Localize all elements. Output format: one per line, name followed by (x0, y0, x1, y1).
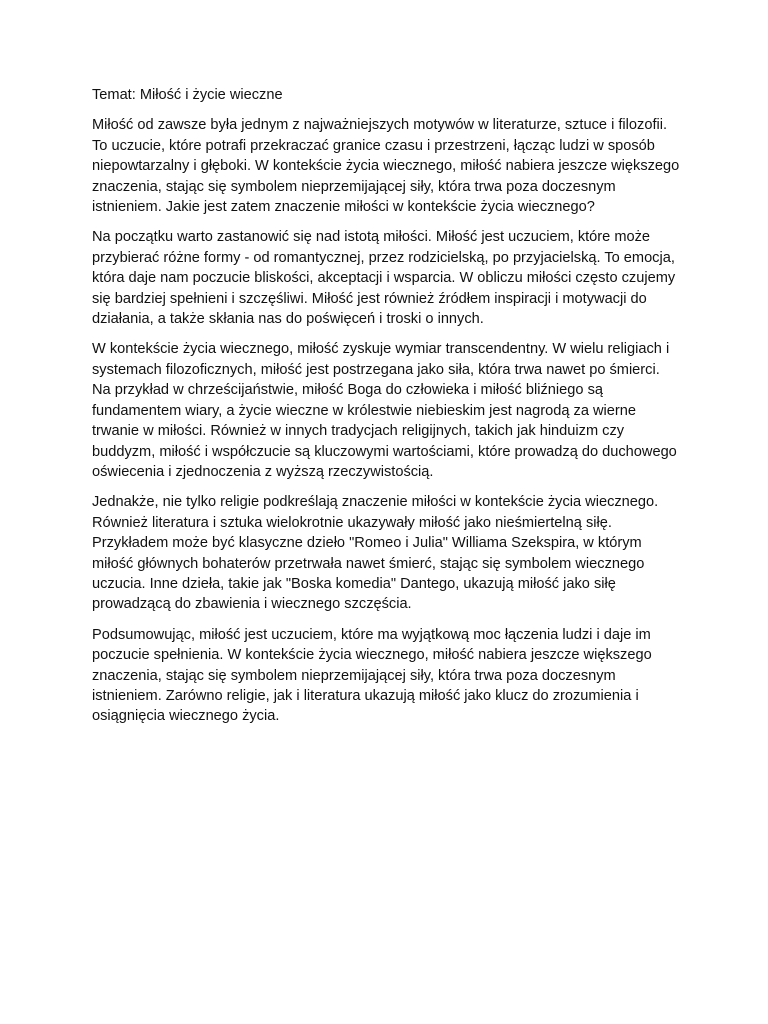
paragraph: Miłość od zawsze była jednym z najważniejszych motywów w literaturze, sztuce i filozofii. To uczucie, które potrafi przekraczać granice czasu i przestrzeni, łącząc ludzi w sposób niepowtarzalny i głęboki. W kontekście życia wiecznego, miłość nabiera jeszcze większego znaczenia, stając się symbolem nieprzemijającej siły, która trwa poza doczesnym istnieniem. Jakie jest zatem znaczenie miłości w kontekście życia wiecznego? (92, 117, 680, 216)
paragraph: Podsumowując, miłość jest uczuciem, które ma wyjątkową moc łączenia ludzi i daje im poczucie spełnienia. W kontekście życia wiecznego, miłość nabiera jeszcze większego znaczenia, stając się symbolem nieprzemijającej siły, która trwa poza doczesnym istnieniem. Zarówno religie, jak i literatura ukazują miłość jako klucz do zrozumienia i osiągnięcia wiecznego życia. (92, 626, 652, 725)
document-body (92, 85, 682, 737)
document-title: Temat: Miłość i życie wieczne (92, 87, 283, 103)
paragraph: Jednakże, nie tylko religie podkreślają znaczenie miłości w kontekście życia wiecznego. Również literatura i sztuka wielokrotnie ukazywały miłość jako nieśmiertelną siłę. Przykładem może być klasyczne dzieło "Romeo i Julia" Williama Szekspira, w którym miłość głównych bohaterów przetrwała nawet śmierć, stając się symbolem wiecznego uczucia. Inne dzieła, takie jak "Boska komedia" Dantego, ukazują miłość jako siłę prowadzącą do zbawienia i wiecznego szczęścia. (92, 494, 659, 613)
paragraph: W kontekście życia wiecznego, miłość zyskuje wymiar transcendentny. W wielu religiach i systemach filozoficznych, miłość jest postrzegana jako siła, która trwa nawet po śmierci. Na przykład w chrześcijaństwie, miłość Boga do człowieka i miłość bliźniego są fundamentem wiary, a życie wieczne w królestwie niebieskim jest nagrodą za wierne trwanie w miłości. Również w innych tradycjach religijnych, takich jak hinduizm czy buddyzm, miłość i współczucie są kluczowymi wartościami, które prowadzą do duchowego oświecenia i zjednoczenia z wyższą rzeczywistością. (92, 341, 677, 480)
paragraph: Na początku warto zastanowić się nad istotą miłości. Miłość jest uczuciem, które może przybierać różne formy - od romantycznej, przez rodzicielską, po przyjacielską. To emocja, która daje nam poczucie bliskości, akceptacji i wsparcia. W obliczu miłości często czujemy się bardziej spełnieni i szczęśliwi. Miłość jest również źródłem inspiracji i motywacji do działania, a także skłania nas do poświęceń i troski o innych. (92, 229, 676, 328)
